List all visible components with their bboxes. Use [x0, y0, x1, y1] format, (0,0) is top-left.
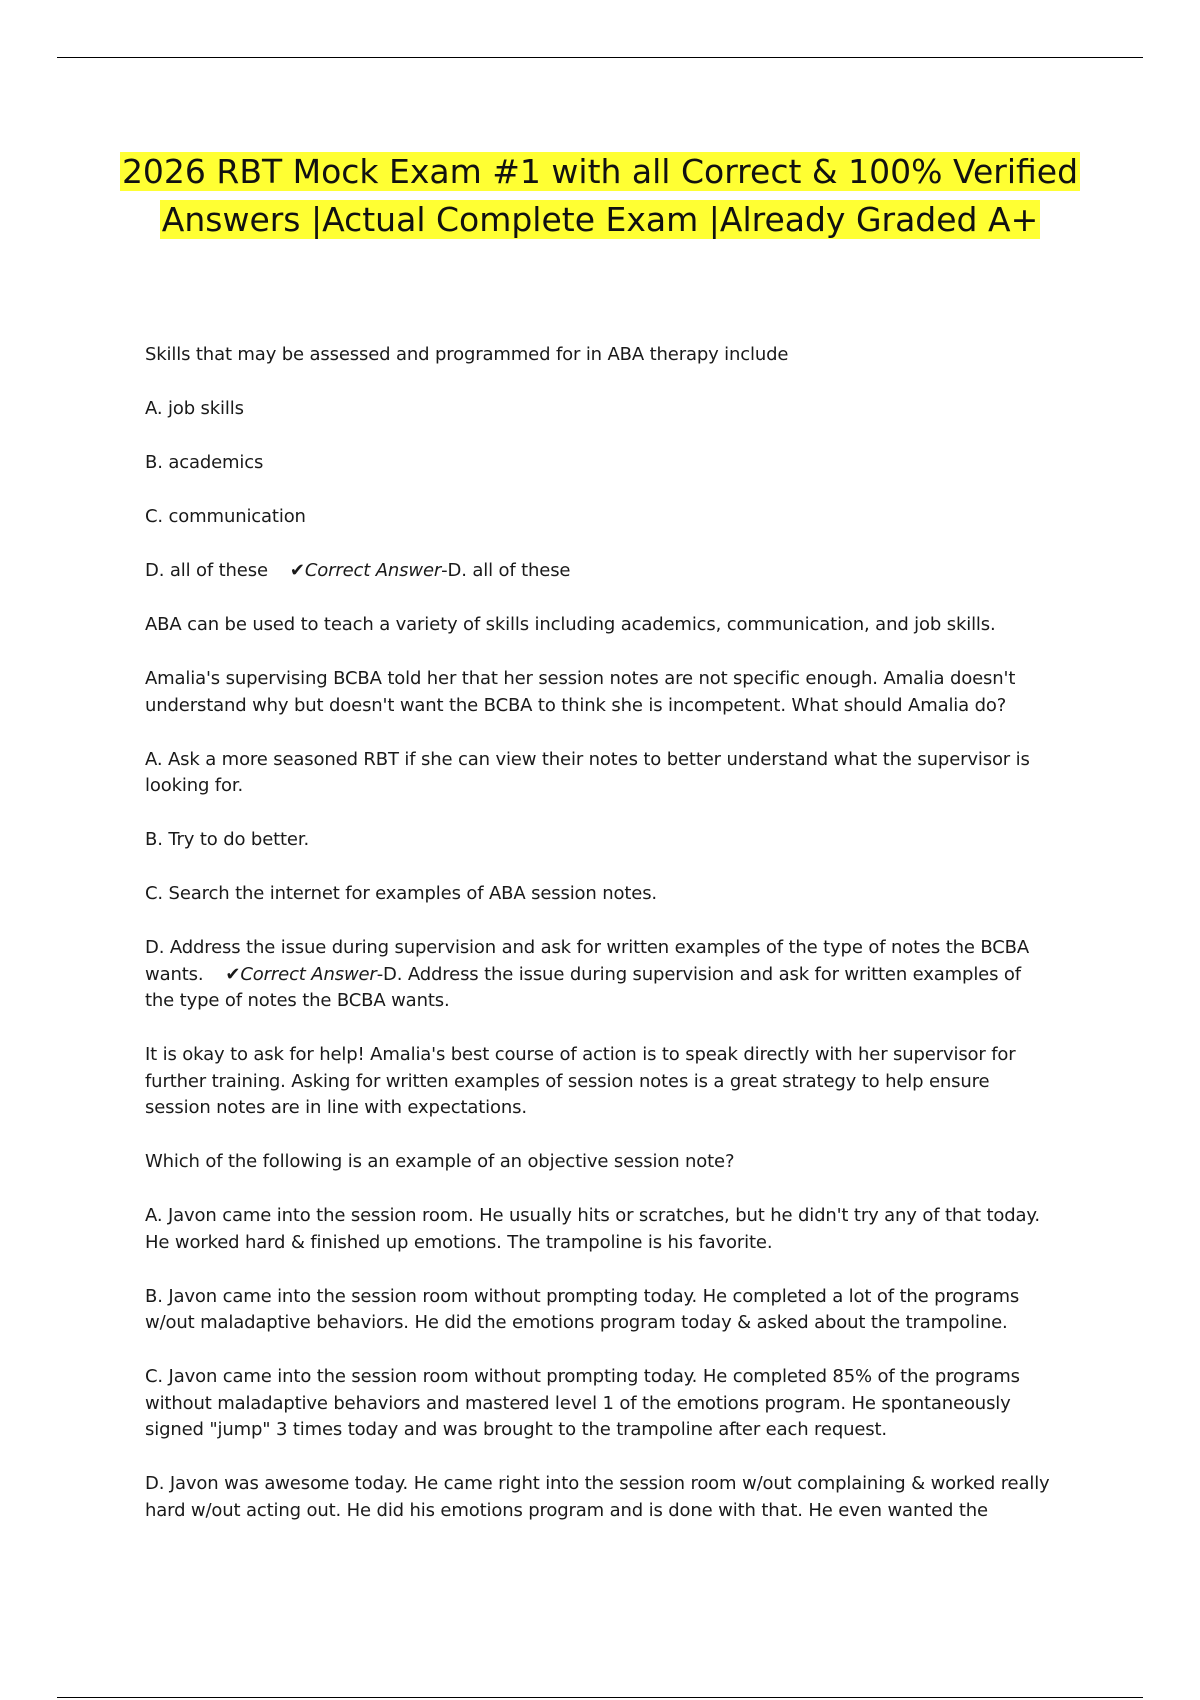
answer-option: B. academics: [145, 452, 264, 473]
correct-answer-label: Correct Answer: [240, 963, 377, 985]
correct-answer-label: Correct Answer: [304, 560, 442, 581]
answer-explanation: It is okay to ask for help! Amalia's best course of action is to speak directly with her supervisor for further training. Asking for written examples of session notes is a great strategy to help ensure session notes are in line with expectations.: [145, 1044, 1016, 1118]
answer-option: C. Javon came into the session room without prompting today. He completed 85% of the programs without maladaptive behaviors and mastered level 1 of the emotions program. He spontaneously signed "jump" 3 times today and was brought to the trampoline after each request.: [145, 1366, 1020, 1440]
answer-option: C. communication: [145, 506, 306, 527]
answer-option: C. Search the internet for examples of ABA session notes.: [145, 883, 657, 904]
correct-answer-text: -D. Address the issue during supervision and ask for written examples of the type of notes the BCBA wants.: [145, 963, 1021, 1011]
answer-option: D. all of these: [145, 560, 268, 581]
answer-option: D. Javon was awesome today. He came right into the session room w/out complaining & worked really hard w/out acting out. He did his emotions program and is done with that. He even wanted the: [145, 1473, 1050, 1521]
question-prompt: Skills that may be assessed and programmed for in ABA therapy include: [145, 344, 789, 365]
question-prompt: Which of the following is an example of an objective session note?: [145, 1151, 735, 1172]
answer-explanation: ABA can be used to teach a variety of skills including academics, communication, and job skills.: [145, 614, 996, 635]
title-highlight: 2026 RBT Mock Exam #1 with all Correct & 100% Verified Answers |Actual Complete Exam |Already Graded A+: [121, 152, 1079, 239]
answer-option: A. job skills: [145, 398, 244, 419]
answer-option-with-key: [145, 935, 1055, 1015]
header-rule: [57, 57, 1143, 58]
correct-answer-text: -D. all of these: [441, 560, 571, 581]
answer-option: B. Try to do better.: [145, 829, 310, 850]
check-mark-icon: ✔: [289, 560, 305, 581]
document-title: [100, 148, 1100, 244]
document-body: [145, 342, 1055, 1552]
answer-option: A. Ask a more seasoned RBT if she can view their notes to better understand what the supervisor is looking for.: [145, 748, 1030, 796]
answer-option: B. Javon came into the session room without prompting today. He completed a lot of the programs w/out maladaptive behaviors. He did the emotions program today & asked about the trampoline.: [145, 1285, 1020, 1333]
footer-rule: [57, 1697, 1143, 1698]
question-prompt: Amalia's supervising BCBA told her that her session notes are not specific enough. Amalia doesn't understand why but doesn't want the BCBA to think she is incompetent. What should Amalia do?: [145, 668, 1016, 716]
answer-option-with-key: [145, 558, 1055, 585]
answer-option: A. Javon came into the session room. He usually hits or scratches, but he didn't try any of that today. He worked hard & finished up emotions. The trampoline is his favorite.: [145, 1205, 1040, 1253]
answer-option: D. Address the issue during supervision and ask for written examples of the type of notes the BCBA wants.: [145, 937, 1030, 985]
check-mark-icon: ✔: [225, 963, 241, 985]
